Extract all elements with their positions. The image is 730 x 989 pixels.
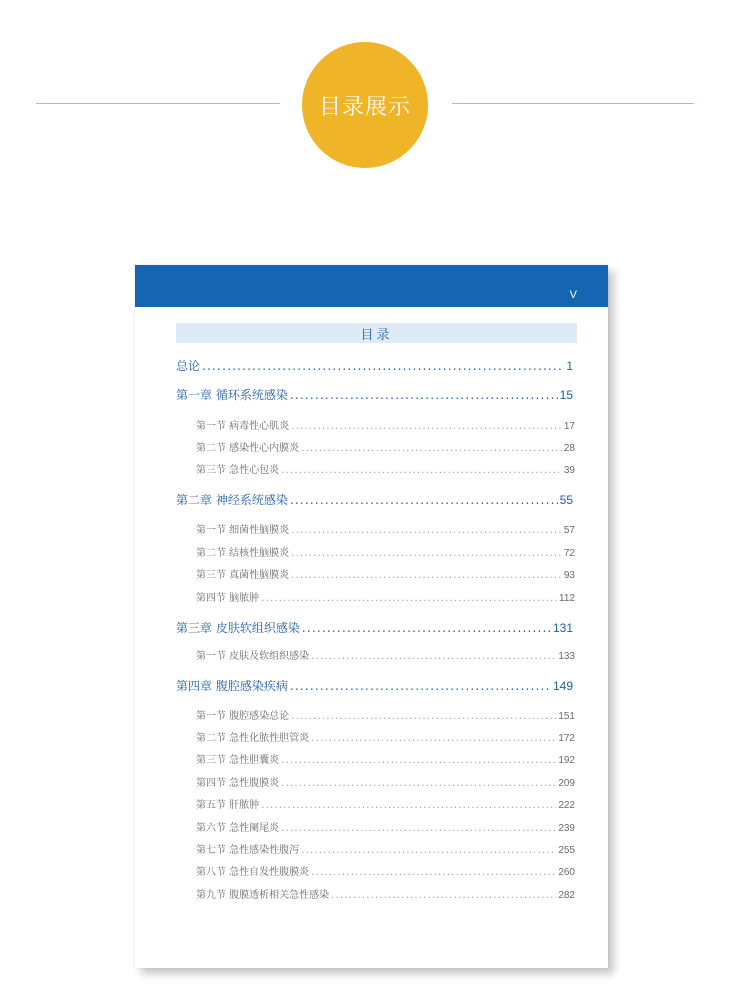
toc-entry-title: 第三章 皮肤软组织感染 [176, 621, 300, 635]
toc-entry-title: 第九节 腹膜透析相关急性感染 [196, 890, 330, 901]
toc-entry-page: 133 [558, 651, 575, 662]
toc-entry-section [196, 647, 575, 662]
toc-entry-chapter [176, 491, 573, 508]
toc-entry-title: 第八节 急性自发性腹膜炎 [196, 867, 310, 878]
toc-entry-title: 第一节 皮肤及软组织感染 [196, 651, 310, 662]
leader-dots [281, 823, 556, 834]
toc-entry-chapter [176, 619, 573, 636]
toc-entry-chapter [176, 386, 573, 403]
banner-title: 目录展示 [318, 94, 411, 120]
leader-dots [261, 593, 557, 604]
leader-dots [291, 421, 562, 432]
toc-entry-section [196, 819, 575, 834]
toc-entry-page: 239 [558, 823, 575, 834]
leader-dots [261, 800, 556, 811]
toc-entry-page: 55 [559, 493, 573, 507]
title-badge [302, 42, 428, 168]
toc-entry-page: 192 [558, 755, 575, 766]
leader-dots [301, 845, 556, 856]
toc-entry-page: 260 [558, 867, 575, 878]
leader-dots [202, 359, 564, 373]
toc-entry-title: 第二节 结核性脑膜炎 [196, 548, 290, 559]
toc-entry-title: 第一节 腹腔感染总论 [196, 711, 290, 722]
leader-dots [290, 493, 558, 507]
leader-dots [290, 679, 551, 693]
toc-entry-title: 第四章 腹腔感染疾病 [176, 679, 288, 693]
toc-entry-section [196, 774, 575, 789]
toc-entry-title: 总论 [176, 359, 201, 373]
book-page [135, 265, 608, 968]
toc-entry-page: 93 [563, 570, 575, 581]
toc-entry-section [196, 439, 575, 454]
toc-entry-section [196, 566, 575, 581]
leader-dots [291, 570, 562, 581]
leader-dots [311, 867, 556, 878]
toc-entry-page: 17 [563, 421, 575, 432]
toc-entry-title: 第三节 真菌性脑膜炎 [196, 570, 290, 581]
toc-entry-section [196, 521, 575, 536]
toc-entry-page: 57 [563, 525, 575, 536]
decorative-rule-left [36, 103, 280, 104]
toc-entry-section [196, 544, 575, 559]
toc-entry-title: 第一章 循环系统感染 [176, 388, 288, 402]
toc-heading: 目录 [360, 327, 393, 343]
toc-entry-chapter [176, 677, 573, 694]
toc-entry-page: 282 [558, 890, 575, 901]
leader-dots [281, 778, 556, 789]
toc-entry-section [196, 461, 575, 476]
toc-heading-bar [176, 323, 577, 343]
toc-entry-section [196, 886, 575, 901]
toc-entry-section [196, 863, 575, 878]
toc-entry-title: 第七节 急性感染性腹泻 [196, 845, 300, 856]
toc-entry-section [196, 707, 575, 722]
toc-entry-title: 第一节 病毒性心肌炎 [196, 421, 290, 432]
toc-entry-section [196, 796, 575, 811]
toc-entry-title: 第四节 急性腹膜炎 [196, 778, 280, 789]
toc-entry-page: 72 [563, 548, 575, 559]
leader-dots [302, 621, 551, 635]
toc-entry-title: 第五节 肝脓肿 [196, 800, 260, 811]
leader-dots [301, 443, 562, 454]
toc-entry-page: 39 [563, 465, 575, 476]
toc-entry-title: 第二节 急性化脓性胆管炎 [196, 733, 310, 744]
leader-dots [290, 388, 558, 402]
toc-entry-section [196, 751, 575, 766]
toc-entry-section [196, 729, 575, 744]
leader-dots [291, 525, 562, 536]
toc-entry-section [196, 417, 575, 432]
leader-dots [331, 890, 556, 901]
toc-entry-title: 第二章 神经系统感染 [176, 493, 288, 507]
toc-entry-page: 209 [558, 778, 575, 789]
toc-entry-page: 1 [566, 359, 573, 373]
toc-entry-page: 255 [558, 845, 575, 856]
toc-entry-title: 第一节 细菌性脑膜炎 [196, 525, 290, 536]
toc-entry-title: 第三节 急性心包炎 [196, 465, 280, 476]
leader-dots [311, 651, 556, 662]
toc-entry-page: 172 [558, 733, 575, 744]
toc-entry-title: 第六节 急性阑尾炎 [196, 823, 280, 834]
leader-dots [281, 755, 556, 766]
toc-entry-page: 151 [558, 711, 575, 722]
leader-dots [281, 465, 562, 476]
toc-entry-page: 222 [558, 800, 575, 811]
toc-entry-section [196, 841, 575, 856]
toc-entry-page: 149 [552, 679, 573, 693]
toc-entry-page: 131 [552, 621, 573, 635]
toc-entry-title: 第三节 急性胆囊炎 [196, 755, 280, 766]
toc-entry-title: 第四节 脑脓肿 [196, 593, 260, 604]
toc-entry-chapter [176, 357, 573, 374]
page-number: V [569, 289, 577, 301]
leader-dots [311, 733, 556, 744]
toc-entry-page: 15 [559, 388, 573, 402]
leader-dots [291, 711, 556, 722]
toc-entry-title: 第二节 感染性心内膜炎 [196, 443, 300, 454]
leader-dots [291, 548, 562, 559]
toc-entry-page: 28 [563, 443, 575, 454]
toc-entry-section [196, 589, 575, 604]
decorative-rule-right [452, 103, 694, 104]
page-header-band [135, 265, 608, 307]
toc-entry-page: 112 [559, 593, 575, 604]
